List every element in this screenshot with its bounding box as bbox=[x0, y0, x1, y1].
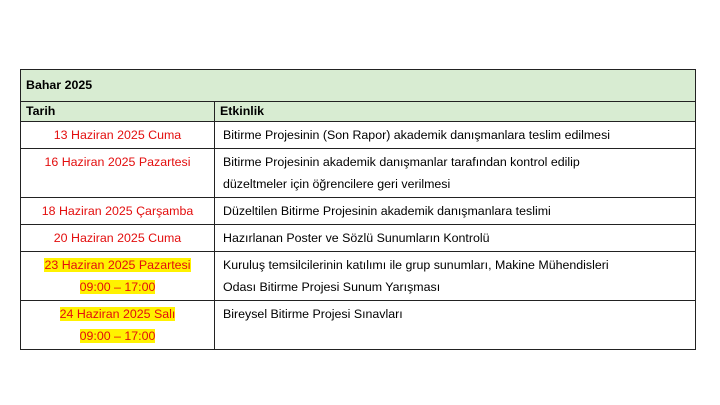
table-row bbox=[21, 122, 696, 149]
table-row bbox=[21, 301, 696, 350]
event-text: Bireysel Bitirme Projesi Sınavları bbox=[223, 307, 403, 321]
column-header-row bbox=[21, 102, 696, 122]
table-row bbox=[21, 149, 696, 198]
date-cell bbox=[21, 198, 215, 225]
date-text: 13 Haziran 2025 Cuma bbox=[53, 128, 182, 142]
event-text-line2: Odası Bitirme Projesi Sunum Yarışması bbox=[223, 280, 441, 294]
event-text-line2: düzeltmeler için öğrencilere geri verilmesi bbox=[223, 177, 451, 191]
event-text: Hazırlanan Poster ve Sözlü Sunumların Kontrolü bbox=[223, 231, 490, 245]
event-column-header: Etkinlik bbox=[215, 102, 696, 122]
date-cell bbox=[21, 301, 215, 350]
event-cell bbox=[215, 252, 696, 301]
table-row bbox=[21, 198, 696, 225]
date-text: 24 Haziran 2025 Salı bbox=[59, 307, 176, 321]
event-text: Bitirme Projesinin (Son Rapor) akademik danışmanlara teslim edilmesi bbox=[223, 128, 611, 142]
date-text: 23 Haziran 2025 Pazartesi bbox=[44, 258, 191, 272]
event-text: Düzeltilen Bitirme Projesinin akademik danışmanlara teslimi bbox=[223, 204, 551, 218]
schedule-table bbox=[20, 69, 696, 350]
event-cell bbox=[215, 225, 696, 252]
event-text: Kuruluş temsilcilerinin katılımı ile grup sunumları, Makine Mühendisleri bbox=[223, 258, 609, 272]
date-text: 16 Haziran 2025 Pazartesi bbox=[44, 155, 191, 169]
event-text: Bitirme Projesinin akademik danışmanlar tarafından kontrol edilip bbox=[223, 155, 580, 169]
time-text: 09:00 – 17:00 bbox=[79, 329, 156, 343]
date-cell bbox=[21, 225, 215, 252]
date-cell bbox=[21, 122, 215, 149]
date-cell bbox=[21, 149, 215, 198]
time-text: 09:00 – 17:00 bbox=[79, 280, 156, 294]
date-column-header: Tarih bbox=[21, 102, 215, 122]
event-cell bbox=[215, 301, 696, 350]
section-header-row bbox=[21, 70, 696, 102]
event-cell bbox=[215, 149, 696, 198]
section-title: Bahar 2025 bbox=[21, 70, 696, 102]
date-text: 18 Haziran 2025 Çarşamba bbox=[41, 204, 194, 218]
table-row bbox=[21, 252, 696, 301]
date-cell bbox=[21, 252, 215, 301]
event-cell bbox=[215, 122, 696, 149]
date-text: 20 Haziran 2025 Cuma bbox=[53, 231, 182, 245]
event-cell bbox=[215, 198, 696, 225]
table-row bbox=[21, 225, 696, 252]
